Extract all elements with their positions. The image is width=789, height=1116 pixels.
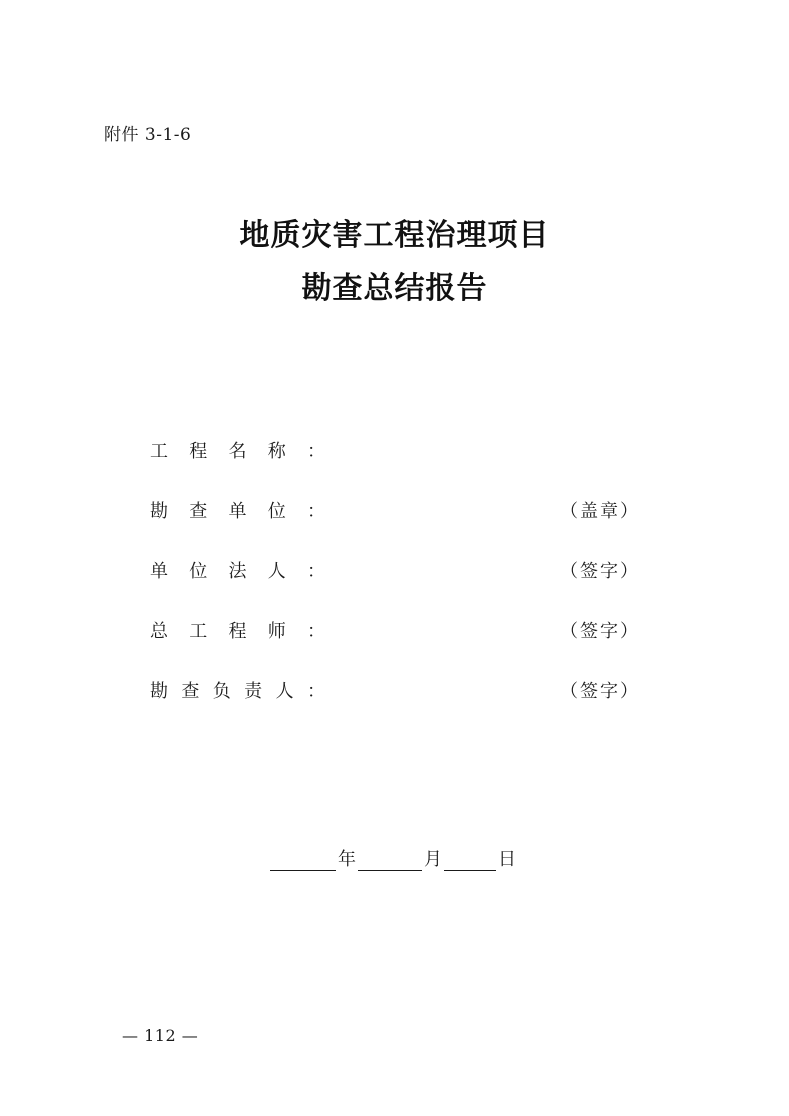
field-label-char: 工 [150, 441, 168, 462]
field-label-char: 位 [189, 561, 208, 582]
field-label-char: 单 [228, 501, 247, 522]
field-label-char: 工 [189, 621, 208, 642]
field-label-char: 位 [267, 501, 286, 522]
field-label-char: 勘 [150, 681, 168, 702]
day-blank[interactable] [444, 848, 496, 871]
date-line [270, 848, 518, 871]
survey-lead-field[interactable] [150, 677, 640, 709]
field-label [150, 677, 325, 703]
field-label-char: 人 [275, 681, 294, 702]
survey-unit-field[interactable] [150, 497, 640, 529]
field-label [150, 617, 325, 643]
field-label [150, 437, 325, 463]
field-label-char: 称 [267, 441, 286, 462]
year-label: 年 [338, 849, 356, 870]
field-label-char: 师 [267, 621, 286, 642]
field-label-char: 人 [267, 561, 286, 582]
field-label-char: 总 [150, 621, 168, 642]
field-label [150, 557, 325, 583]
field-label-char: 查 [189, 501, 208, 522]
field-label-char: 单 [150, 561, 168, 582]
year-blank[interactable] [270, 848, 336, 871]
field-label-char: ： [307, 621, 325, 642]
field-label-char: 程 [228, 621, 247, 642]
attachment-label: 附件 3-1-6 [104, 125, 192, 145]
page-number: — 112 — [122, 1026, 199, 1045]
field-note: （签字） [560, 561, 640, 582]
field-label-char: 负 [212, 681, 231, 702]
field-label-char: 责 [244, 681, 263, 702]
field-label-char: ： [307, 561, 325, 582]
field-label-char: ： [307, 441, 325, 462]
field-note: （盖章） [560, 501, 640, 522]
project-name-field[interactable] [150, 437, 640, 469]
field-label-char: 名 [228, 441, 247, 462]
field-label-char: 勘 [150, 501, 168, 522]
legal-person-field[interactable] [150, 557, 640, 589]
chief-engineer-field[interactable] [150, 617, 640, 649]
document-title-line-1: 地质灾害工程治理项目 [239, 218, 550, 253]
field-label [150, 497, 325, 523]
field-label-char: ： [307, 501, 325, 522]
field-label-char: ： [306, 681, 325, 702]
document-title-line-2: 勘查总结报告 [301, 271, 488, 306]
field-note: （签字） [560, 621, 640, 642]
month-label: 月 [424, 849, 442, 870]
day-label: 日 [498, 849, 516, 870]
field-label-char: 法 [228, 561, 247, 582]
field-label-char: 程 [189, 441, 208, 462]
month-blank[interactable] [358, 848, 422, 871]
field-label-char: 查 [181, 681, 200, 702]
field-note: （签字） [560, 681, 640, 702]
